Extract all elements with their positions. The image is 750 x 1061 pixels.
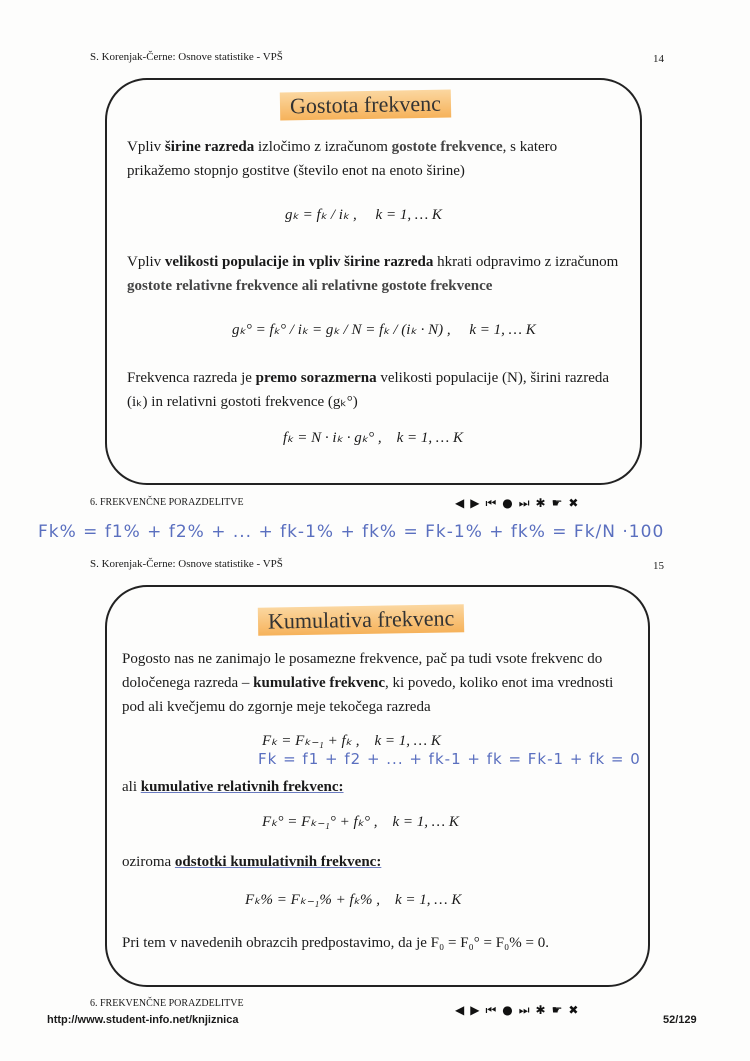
slide-title: Gostota frekvenc: [280, 90, 451, 121]
formula: gₖ = fₖ / iₖ , k = 1, … K: [285, 207, 442, 223]
paragraph: Frekvenca razreda je premo sorazmerna velikosti populacije (N), širini razreda (iₖ) in relativni gostoti frekvence (gₖ°): [127, 370, 610, 410]
formula: Fₖ = Fₖ₋₁ + fₖ , k = 1, … K: [262, 733, 441, 749]
sheet-counter: 52/129: [663, 1014, 697, 1026]
paragraph: oziroma odstotki kumulativnih frekvenc:: [122, 854, 382, 870]
paragraph: ali kumulative relativnih frekvenc:: [122, 779, 344, 795]
page-header: S. Korenjak-Černe: Osnove statistike - VPŠ: [90, 51, 283, 63]
formula: Fₖ% = Fₖ₋₁% + fₖ% , k = 1, … K: [245, 892, 462, 908]
formula: gₖ° = fₖ° / iₖ = gₖ / N = fₖ / (iₖ · N) , k = 1, … K: [232, 322, 536, 338]
formula: Fₖ° = Fₖ₋₁° + fₖ° , k = 1, … K: [262, 814, 459, 830]
page-number: 14: [653, 53, 664, 65]
section-footer: 6. FREKVENČNE PORAZDELITVE: [90, 497, 244, 508]
paragraph: Pogosto nas ne zanimajo le posamezne frekvence, pač pa tudi vsote frekvenc do določenega razreda – kumulative frekvenc, ki povedo, koliko enot ima vrednosti pod ali kvečjemu do zgornje meje tekočega razreda: [122, 651, 614, 715]
page-number: 15: [653, 560, 664, 572]
handwritten-note: Fk = f1 + f2 + ... + fk-1 + fk = Fk-1 + fk = 0: [258, 750, 641, 768]
source-url[interactable]: http://www.student-info.net/knjiznica: [47, 1014, 239, 1026]
paragraph: Pri tem v navedenih obrazcih predpostavimo, da je F₀ = F₀° = F₀% = 0.: [122, 935, 549, 951]
navigation-icons[interactable]: ◀▶⏮●⏭✱☛✖: [455, 496, 585, 510]
section-footer: 6. FREKVENČNE PORAZDELITVE: [90, 998, 244, 1009]
handwritten-note: Fk% = f1% + f2% + ... + fk-1% + fk% = Fk-1% + fk% = Fk/N ·100: [38, 522, 665, 542]
formula: fₖ = N · iₖ · gₖ° , k = 1, … K: [283, 430, 463, 446]
paragraph: Vpliv velikosti populacije in vpliv širine razreda hkrati odpravimo z izračunom gostote relativne frekvence ali relativne gostote frekvence: [127, 254, 619, 294]
paragraph: Vpliv širine razreda izločimo z izračunom gostote frekvence, s katero prikažemo stopnjo gostitve (število enot na enoto širine): [127, 139, 558, 179]
navigation-icons[interactable]: ◀▶⏮●⏭✱☛✖: [455, 1003, 585, 1017]
slide-title: Kumulativa frekvenc: [258, 604, 465, 636]
page-header: S. Korenjak-Černe: Osnove statistike - VPŠ: [90, 558, 283, 570]
